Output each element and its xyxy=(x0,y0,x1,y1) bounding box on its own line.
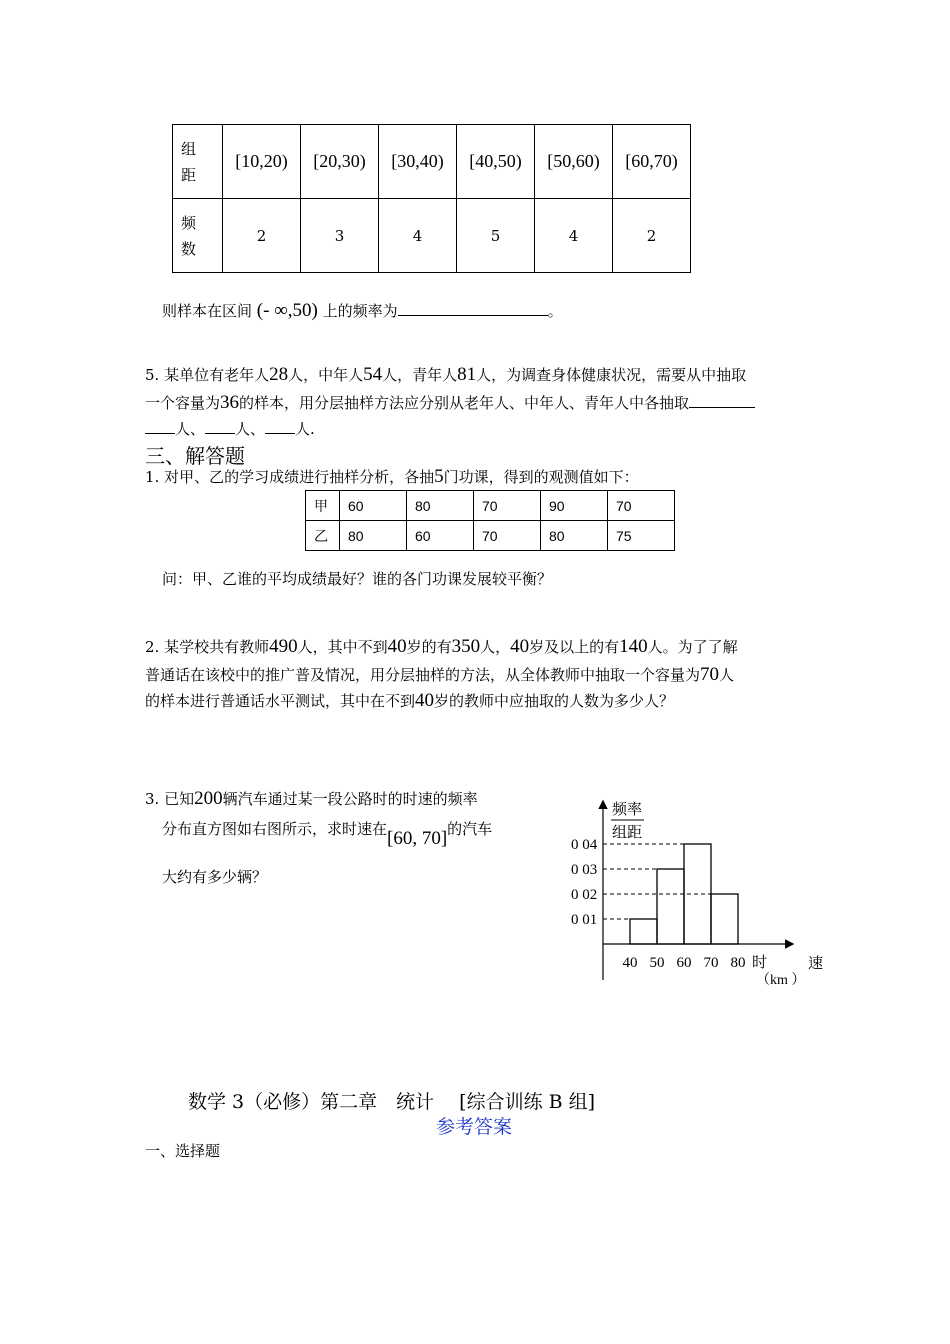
interval-cell: [60,70) xyxy=(613,125,691,199)
table-row-label: 组 距 xyxy=(173,125,223,199)
y-label-top: 频率 xyxy=(612,802,643,818)
freq-cell: 5 xyxy=(457,199,535,273)
y-tick-label: 0 01 xyxy=(571,912,598,928)
q5-line3: 人、 人、 人. xyxy=(145,418,315,439)
histogram-bar xyxy=(630,919,657,944)
s3q3-line3: 大约有多少辆？ xyxy=(162,868,268,886)
freq-cell: 2 xyxy=(613,199,691,273)
y-tick-label: 0 04 xyxy=(571,837,598,853)
speed-histogram xyxy=(560,790,840,990)
q4-tail: 则样本在区间 (- ∞,50) 上的频率为 。 xyxy=(162,300,563,321)
q5-line2: 一个容量为36的样本，用分层抽样方法应分别从老年人、中年人、青年人中各抽取 xyxy=(145,392,755,414)
s3q1-question: 问：甲、乙谁的平均成绩最好？谁的各门功课发展较平衡？ xyxy=(162,570,553,588)
interval-cell: [50,60) xyxy=(535,125,613,199)
x-label-2: 速 xyxy=(808,956,824,972)
section-1-heading: 一、选择题 xyxy=(145,1142,221,1160)
table-row: 乙 80 60 70 80 75 xyxy=(306,521,675,551)
x-tick-label: 70 xyxy=(703,955,719,971)
x-unit: （km ） xyxy=(756,973,806,988)
y-tick-label: 0 02 xyxy=(571,887,598,903)
x-tick-label: 80 xyxy=(730,955,746,971)
chapter-title: 数学 3（必修）第二章 统计 [综合训练 B 组] xyxy=(188,1091,596,1113)
y-tick-label: 0 03 xyxy=(571,862,598,878)
freq-cell: 4 xyxy=(379,199,457,273)
freq-cell: 3 xyxy=(301,199,379,273)
histogram-bar xyxy=(711,894,738,944)
s3q2-line3: 的样本进行普通话水平测试，其中在不到40岁的教师中应抽取的人数为多少人？ xyxy=(145,690,675,711)
interval-cell: [30,40) xyxy=(379,125,457,199)
frequency-table xyxy=(172,124,691,273)
table-row-label: 频 数 xyxy=(173,199,223,273)
table-row: 甲 60 80 70 90 70 xyxy=(306,491,675,521)
x-tick-label: 40 xyxy=(622,955,638,971)
x-label-1: 时 xyxy=(752,955,768,971)
s3q1-text: 1. 对甲、乙的学习成绩进行抽样分析，各抽5门功课，得到的观测值如下： xyxy=(145,466,639,487)
s3q2-line1: 2. 某学校共有教师490人，其中不到40岁的有350人，40岁及以上的有140人。为了了解 xyxy=(145,636,738,657)
freq-cell: 2 xyxy=(223,199,301,273)
x-tick-label: 50 xyxy=(649,955,665,971)
freq-cell: 4 xyxy=(535,199,613,273)
q5-line1: 5. 某单位有老年人28人，中年人54人，青年人81人，为调查身体健康状况，需要从中抽取 xyxy=(145,364,747,385)
s3q3-line1: 3. 已知200辆汽车通过某一段公路时的时速的频率 xyxy=(145,788,478,809)
interval-cell: [20,30) xyxy=(301,125,379,199)
y-label-bottom: 组距 xyxy=(612,825,643,841)
interval-cell: [40,50) xyxy=(457,125,535,199)
answer-heading: 参考答案 xyxy=(436,1116,513,1138)
x-tick-label: 60 xyxy=(676,955,692,971)
scores-table xyxy=(305,490,675,551)
histogram-bar xyxy=(657,869,684,944)
s3q3-line2: 分布直方图如右图所示，求时速在[60, 70]的汽车 xyxy=(162,820,493,849)
section-3-heading: 三、解答题 xyxy=(145,444,245,468)
s3q2-line2: 普通话在该校中的推广普及情况，用分层抽样的方法，从全体教师中抽取一个容量为70人 xyxy=(145,664,735,685)
interval-cell: [10,20) xyxy=(223,125,301,199)
